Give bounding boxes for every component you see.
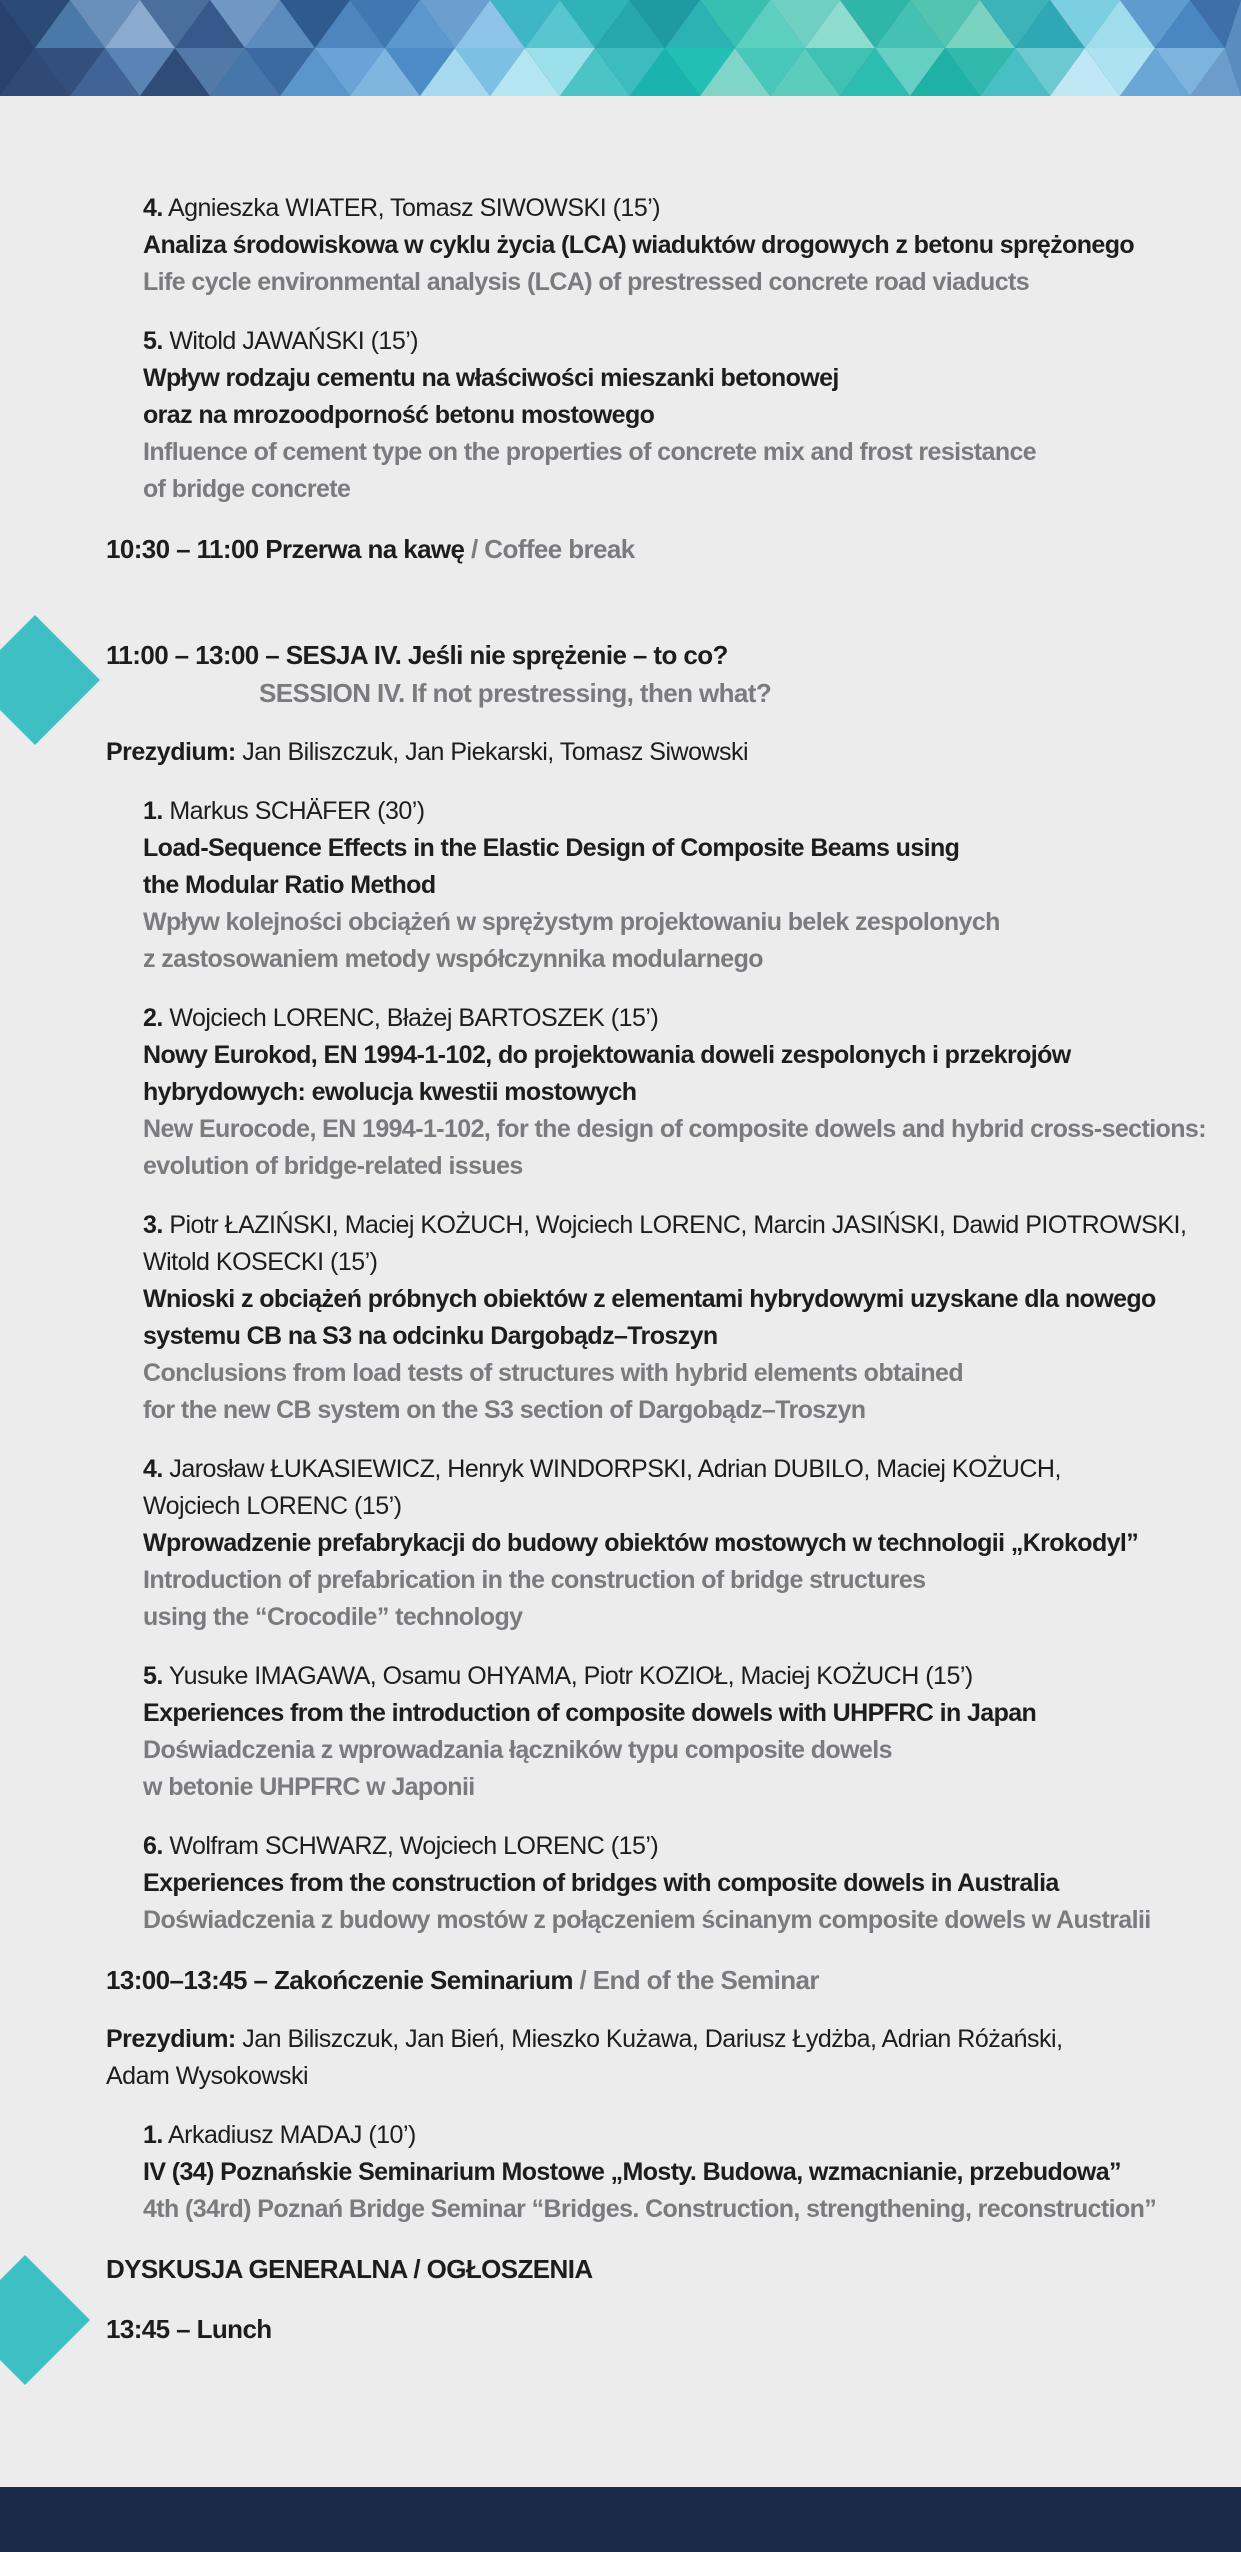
item-authors: 4. Agnieszka WIATER, Tomasz SIWOWSKI (15’): [143, 194, 661, 222]
item-number: 4.: [143, 1455, 163, 1483]
item-number: 3.: [143, 1211, 163, 1239]
session-chairs: Prezydium: Jan Biliszczuk, Jan Piekarski, Tomasz Siwowski: [106, 738, 749, 766]
agenda-item: [143, 793, 1216, 978]
item-number: 2.: [143, 1004, 163, 1032]
item-number: 1.: [143, 797, 163, 825]
item-title-en: Influence of cement type on the properties of concrete mix and frost resistance of bridge concrete: [143, 438, 1037, 503]
item-title-main: Experiences from the construction of bridges with composite dowels in Australia: [143, 1869, 1059, 1897]
agenda-item: [143, 1828, 1216, 1939]
item-title-alt: Conclusions from load tests of structures with hybrid elements obtained for the new CB system on the S3 section of Dargobądz–Troszyn: [143, 1359, 964, 1424]
item-authors: 3. Piotr ŁAZIŃSKI, Maciej KOŻUCH, Wojciech LORENC, Marcin JASIŃSKI, Dawid PIOTROWSKI, Witold KOSECKI (15’): [143, 1211, 1187, 1276]
item-title-main: Wnioski z obciążeń próbnych obiektów z elementami hybrydowymi uzyskane dla nowego systemu CB na S3 na odcinku Dargobądz–Troszyn: [143, 1285, 1156, 1350]
session-heading-pl: 11:00 – 13:00 – SESJA IV. Jeśli nie sprężenie – to co?: [106, 640, 728, 670]
agenda-item: [143, 1207, 1216, 1429]
agenda-item: [143, 2117, 1216, 2228]
item-title-pl: Analiza środowiskowa w cyklu życia (LCA) wiaduktów drogowych z betonu sprężonego: [143, 231, 1135, 259]
closing-chairs: Prezydium: Jan Biliszczuk, Jan Bień, Mieszko Kużawa, Dariusz Łydżba, Adrian Różański, Adam Wysokowski: [106, 2025, 1063, 2090]
item-number: 5.: [143, 1662, 163, 1690]
item-number: 6.: [143, 1832, 163, 1860]
coffee-break: 10:30 – 11:00 Przerwa na kawę / Coffee break: [106, 534, 635, 564]
item-title-pl: Wpływ rodzaju cementu na właściwości mieszanki betonowej oraz na mrozoodporność betonu mostowego: [143, 364, 839, 429]
teal-diamond-decoration-lower: [0, 2255, 90, 2385]
item-authors: 5. Yusuke IMAGAWA, Osamu OHYAMA, Piotr KOZIOŁ, Maciej KOŻUCH (15’): [143, 1662, 973, 1690]
item-authors: 2. Wojciech LORENC, Błażej BARTOSZEK (15’): [143, 1004, 659, 1032]
item-authors: 4. Jarosław ŁUKASIEWICZ, Henryk WINDORPSKI, Adrian DUBILO, Maciej KOŻUCH, Wojciech LORENC (15’): [143, 1455, 1061, 1520]
agenda-item: [143, 1000, 1216, 1185]
item-title-main: Load-Sequence Effects in the Elastic Design of Composite Beams using the Modular Ratio Method: [143, 834, 960, 899]
item-number: 5.: [143, 327, 163, 355]
agenda-item: [143, 1658, 1216, 1806]
footer-bar: [0, 2487, 1241, 2552]
item-title-main: Wprowadzenie prefabrykacji do budowy obiektów mostowych w technologii „Krokodyl”: [143, 1529, 1139, 1557]
item-title-alt: 4th (34rd) Poznań Bridge Seminar “Bridges. Construction, strengthening, reconstruction”: [143, 2195, 1157, 2223]
session-heading: [106, 636, 1216, 712]
item-title-alt: Doświadczenia z budowy mostów z połączeniem ścinanym composite dowels w Australii: [143, 1906, 1151, 1934]
agenda-item: [143, 190, 1216, 301]
item-authors: 1. Arkadiusz MADAJ (10’): [143, 2121, 416, 2149]
item-title-main: IV (34) Poznańskie Seminarium Mostowe „Mosty. Budowa, wzmacnianie, przebudowa”: [143, 2158, 1121, 2186]
item-title-en: Life cycle environmental analysis (LCA) of prestressed concrete road viaducts: [143, 268, 1030, 296]
item-title-alt: Doświadczenia z wprowadzania łączników typu composite dowels w betonie UHPFRC w Japonii: [143, 1736, 892, 1801]
item-number: 4.: [143, 194, 163, 222]
teal-diamond-decoration: [0, 615, 100, 745]
agenda-content: [106, 190, 1216, 2370]
item-authors: 5. Witold JAWAŃSKI (15’): [143, 327, 419, 355]
item-authors: 1. Markus SCHÄFER (30’): [143, 797, 425, 825]
triangle-pattern: [0, 0, 1241, 96]
general-discussion: DYSKUSJA GENERALNA / OGŁOSZENIA: [106, 2254, 593, 2284]
item-title-main: Nowy Eurokod, EN 1994-1-102, do projektowania doweli zespolonych i przekrojów hybrydowych: ewolucja kwestii mostowych: [143, 1041, 1071, 1106]
item-title-alt: New Eurocode, EN 1994-1-102, for the design of composite dowels and hybrid cross-sections: evolution of bridge-related issues: [143, 1115, 1206, 1180]
lunch: 13:45 – Lunch: [106, 2314, 272, 2344]
item-number: 1.: [143, 2121, 163, 2149]
agenda-item: [143, 323, 1216, 508]
agenda-item: [143, 1451, 1216, 1636]
item-authors: 6. Wolfram SCHWARZ, Wojciech LORENC (15’): [143, 1832, 659, 1860]
session-heading-en: SESSION IV. If not prestressing, then what?: [259, 678, 772, 708]
closing-heading: 13:00–13:45 – Zakończenie Seminarium / End of the Seminar: [106, 1965, 819, 1995]
item-title-main: Experiences from the introduction of composite dowels with UHPFRC in Japan: [143, 1699, 1037, 1727]
item-title-alt: Wpływ kolejności obciążeń w sprężystym projektowaniu belek zespolonych z zastosowaniem metody współczynnika modularnego: [143, 908, 1000, 973]
header-geometric-banner: [0, 0, 1241, 96]
item-title-alt: Introduction of prefabrication in the construction of bridge structures using the “Crocodile” technology: [143, 1566, 926, 1631]
